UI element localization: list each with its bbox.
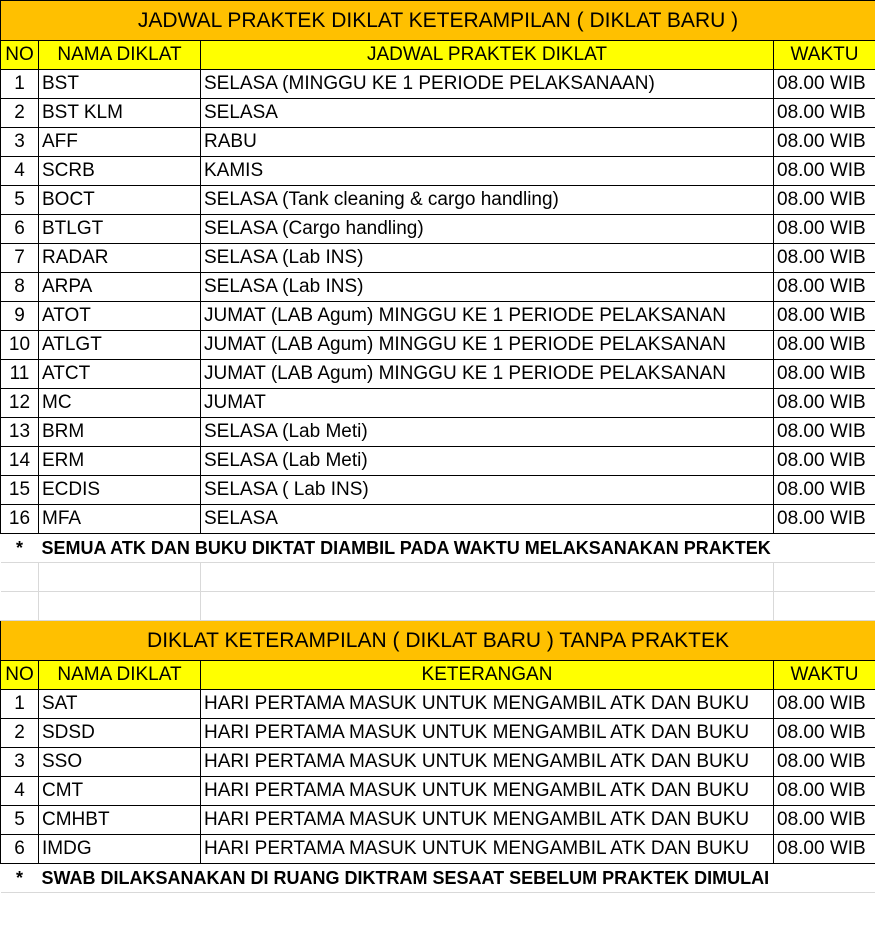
cell-name[interactable]: CMHBT <box>39 806 201 835</box>
cell-time[interactable]: 08.00 WIB <box>774 719 875 748</box>
cell-desc[interactable]: KAMIS <box>201 157 774 186</box>
cell-desc[interactable]: HARI PERTAMA MASUK UNTUK MENGAMBIL ATK DAN BUKU <box>201 835 774 864</box>
empty-cell[interactable] <box>39 563 201 592</box>
empty-cell[interactable] <box>201 563 774 592</box>
empty-row <box>1 563 875 592</box>
cell-time[interactable]: 08.00 WIB <box>774 748 875 777</box>
cell-no[interactable]: 16 <box>1 505 39 534</box>
cell-no[interactable]: 2 <box>1 719 39 748</box>
cell-name[interactable]: ERM <box>39 447 201 476</box>
cell-no[interactable]: 13 <box>1 418 39 447</box>
table-row <box>1 157 875 186</box>
cell-name[interactable]: SAT <box>39 690 201 719</box>
cell-time[interactable]: 08.00 WIB <box>774 273 875 302</box>
empty-cell[interactable] <box>201 592 774 621</box>
cell-no[interactable]: 8 <box>1 273 39 302</box>
cell-no[interactable]: 15 <box>1 476 39 505</box>
cell-desc[interactable]: RABU <box>201 128 774 157</box>
cell-name[interactable]: RADAR <box>39 244 201 273</box>
cell-time[interactable]: 08.00 WIB <box>774 447 875 476</box>
table-row <box>1 186 875 215</box>
table-row <box>1 360 875 389</box>
cell-desc[interactable]: SELASA (Lab Meti) <box>201 418 774 447</box>
table-row <box>1 690 875 719</box>
cell-no[interactable]: 5 <box>1 806 39 835</box>
table-row <box>1 447 875 476</box>
table-row <box>1 331 875 360</box>
cell-time[interactable]: 08.00 WIB <box>774 690 875 719</box>
cell-desc[interactable]: SELASA (Lab Meti) <box>201 447 774 476</box>
note-text[interactable]: SWAB DILAKSANAKAN DI RUANG DIKTRAM SESAAT SEBELUM PRAKTEK DIMULAI <box>39 864 875 893</box>
table2-title <box>1 621 875 661</box>
table-row <box>1 70 875 99</box>
cell-desc[interactable]: SELASA <box>201 99 774 128</box>
table-row <box>1 418 875 447</box>
cell-time[interactable]: 08.00 WIB <box>774 331 875 360</box>
cell-name[interactable]: BRM <box>39 418 201 447</box>
cell-name[interactable]: AFF <box>39 128 201 157</box>
cell-name[interactable]: SSO <box>39 748 201 777</box>
cell-name[interactable]: ATOT <box>39 302 201 331</box>
table-row <box>1 505 875 534</box>
cell-desc[interactable]: HARI PERTAMA MASUK UNTUK MENGAMBIL ATK DAN BUKU <box>201 748 774 777</box>
cell-no[interactable]: 1 <box>1 690 39 719</box>
cell-name[interactable]: ECDIS <box>39 476 201 505</box>
empty-cell[interactable] <box>1 592 39 621</box>
cell-time[interactable]: 08.00 WIB <box>774 360 875 389</box>
cell-name[interactable]: BTLGT <box>39 215 201 244</box>
cell-time[interactable]: 08.00 WIB <box>774 476 875 505</box>
cell-time[interactable]: 08.00 WIB <box>774 302 875 331</box>
cell-name[interactable]: BOCT <box>39 186 201 215</box>
table-row <box>1 777 875 806</box>
note-marker[interactable]: * <box>1 534 39 563</box>
table1-title-cell[interactable]: JADWAL PRAKTEK DIKLAT KETERAMPILAN ( DIKLAT BARU ) <box>1 1 875 41</box>
empty-cell[interactable] <box>1 563 39 592</box>
cell-desc[interactable]: SELASA (MINGGU KE 1 PERIODE PELAKSANAAN) <box>201 70 774 99</box>
cell-time[interactable]: 08.00 WIB <box>774 244 875 273</box>
cell-time[interactable]: 08.00 WIB <box>774 806 875 835</box>
cell-no[interactable]: 2 <box>1 99 39 128</box>
cell-no[interactable]: 4 <box>1 157 39 186</box>
note-text[interactable]: SEMUA ATK DAN BUKU DIKTAT DIAMBIL PADA WAKTU MELAKSANAKAN PRAKTEK <box>39 534 875 563</box>
cell-desc[interactable]: HARI PERTAMA MASUK UNTUK MENGAMBIL ATK DAN BUKU <box>201 806 774 835</box>
cell-desc[interactable]: HARI PERTAMA MASUK UNTUK MENGAMBIL ATK DAN BUKU <box>201 777 774 806</box>
table-row <box>1 389 875 418</box>
cell-time[interactable]: 08.00 WIB <box>774 157 875 186</box>
cell-time[interactable]: 08.00 WIB <box>774 505 875 534</box>
cell-no[interactable]: 6 <box>1 215 39 244</box>
table-row <box>1 806 875 835</box>
cell-no[interactable]: 6 <box>1 835 39 864</box>
cell-name[interactable]: BST KLM <box>39 99 201 128</box>
table1-header-row <box>1 41 875 70</box>
table-row <box>1 244 875 273</box>
table1-header-time[interactable]: WAKTU <box>774 41 875 70</box>
cell-desc[interactable]: SELASA (Cargo handling) <box>201 215 774 244</box>
empty-cell[interactable] <box>774 592 875 621</box>
cell-name[interactable]: SCRB <box>39 157 201 186</box>
empty-cell[interactable] <box>774 563 875 592</box>
cell-time[interactable]: 08.00 WIB <box>774 418 875 447</box>
cell-name[interactable]: MFA <box>39 505 201 534</box>
cell-no[interactable]: 5 <box>1 186 39 215</box>
table2-title-cell[interactable]: DIKLAT KETERAMPILAN ( DIKLAT BARU ) TANPA PRAKTEK <box>1 621 875 661</box>
cell-name[interactable]: ATCT <box>39 360 201 389</box>
table2-header-row <box>1 661 875 690</box>
cell-no[interactable]: 11 <box>1 360 39 389</box>
cell-time[interactable]: 08.00 WIB <box>774 777 875 806</box>
empty-row <box>1 592 875 621</box>
cell-desc[interactable]: JUMAT (LAB Agum) MINGGU KE 1 PERIODE PELAKSANAN <box>201 360 774 389</box>
cell-desc[interactable]: JUMAT (LAB Agum) MINGGU KE 1 PERIODE PELAKSANAN <box>201 302 774 331</box>
table-row <box>1 128 875 157</box>
cell-desc[interactable]: JUMAT <box>201 389 774 418</box>
cell-desc[interactable]: SELASA (Tank cleaning & cargo handling) <box>201 186 774 215</box>
cell-desc[interactable]: SELASA <box>201 505 774 534</box>
cell-name[interactable]: SDSD <box>39 719 201 748</box>
cell-no[interactable]: 3 <box>1 128 39 157</box>
cell-time[interactable]: 08.00 WIB <box>774 215 875 244</box>
cell-no[interactable]: 7 <box>1 244 39 273</box>
cell-time[interactable]: 08.00 WIB <box>774 835 875 864</box>
cell-no[interactable]: 4 <box>1 777 39 806</box>
table1-note-row <box>1 534 875 563</box>
table2-header-time[interactable]: WAKTU <box>774 661 875 690</box>
cell-no[interactable]: 1 <box>1 70 39 99</box>
cell-time[interactable]: 08.00 WIB <box>774 128 875 157</box>
cell-no[interactable]: 12 <box>1 389 39 418</box>
note-marker[interactable]: * <box>1 864 39 893</box>
cell-no[interactable]: 9 <box>1 302 39 331</box>
table-row <box>1 835 875 864</box>
table-row <box>1 99 875 128</box>
cell-name[interactable]: ARPA <box>39 273 201 302</box>
table2-header-no[interactable]: NO <box>1 661 39 690</box>
cell-no[interactable]: 14 <box>1 447 39 476</box>
table-row <box>1 748 875 777</box>
cell-time[interactable]: 08.00 WIB <box>774 186 875 215</box>
cell-desc[interactable]: SELASA ( Lab INS) <box>201 476 774 505</box>
table2-note-row <box>1 864 875 893</box>
table-row <box>1 302 875 331</box>
cell-desc[interactable]: JUMAT (LAB Agum) MINGGU KE 1 PERIODE PELAKSANAN <box>201 331 774 360</box>
table-row <box>1 476 875 505</box>
cell-desc[interactable]: HARI PERTAMA MASUK UNTUK MENGAMBIL ATK DAN BUKU <box>201 690 774 719</box>
table1-title <box>1 1 875 41</box>
table2-header-desc[interactable]: KETERANGAN <box>201 661 774 690</box>
cell-name[interactable]: ATLGT <box>39 331 201 360</box>
cell-name[interactable]: BST <box>39 70 201 99</box>
table1-header-name[interactable]: NAMA DIKLAT <box>39 41 201 70</box>
cell-time[interactable]: 08.00 WIB <box>774 99 875 128</box>
table1-header-desc[interactable]: JADWAL PRAKTEK DIKLAT <box>201 41 774 70</box>
cell-no[interactable]: 10 <box>1 331 39 360</box>
table1-header-no[interactable]: NO <box>1 41 39 70</box>
table-row <box>1 215 875 244</box>
cell-name[interactable]: CMT <box>39 777 201 806</box>
empty-cell[interactable] <box>39 592 201 621</box>
cell-time[interactable]: 08.00 WIB <box>774 389 875 418</box>
cell-desc[interactable]: SELASA (Lab INS) <box>201 273 774 302</box>
cell-no[interactable]: 3 <box>1 748 39 777</box>
cell-name[interactable]: MC <box>39 389 201 418</box>
table-row <box>1 719 875 748</box>
cell-desc[interactable]: SELASA (Lab INS) <box>201 244 774 273</box>
table2-header-name[interactable]: NAMA DIKLAT <box>39 661 201 690</box>
cell-desc[interactable]: HARI PERTAMA MASUK UNTUK MENGAMBIL ATK DAN BUKU <box>201 719 774 748</box>
table-row <box>1 273 875 302</box>
cell-name[interactable]: IMDG <box>39 835 201 864</box>
cell-time[interactable]: 08.00 WIB <box>774 70 875 99</box>
